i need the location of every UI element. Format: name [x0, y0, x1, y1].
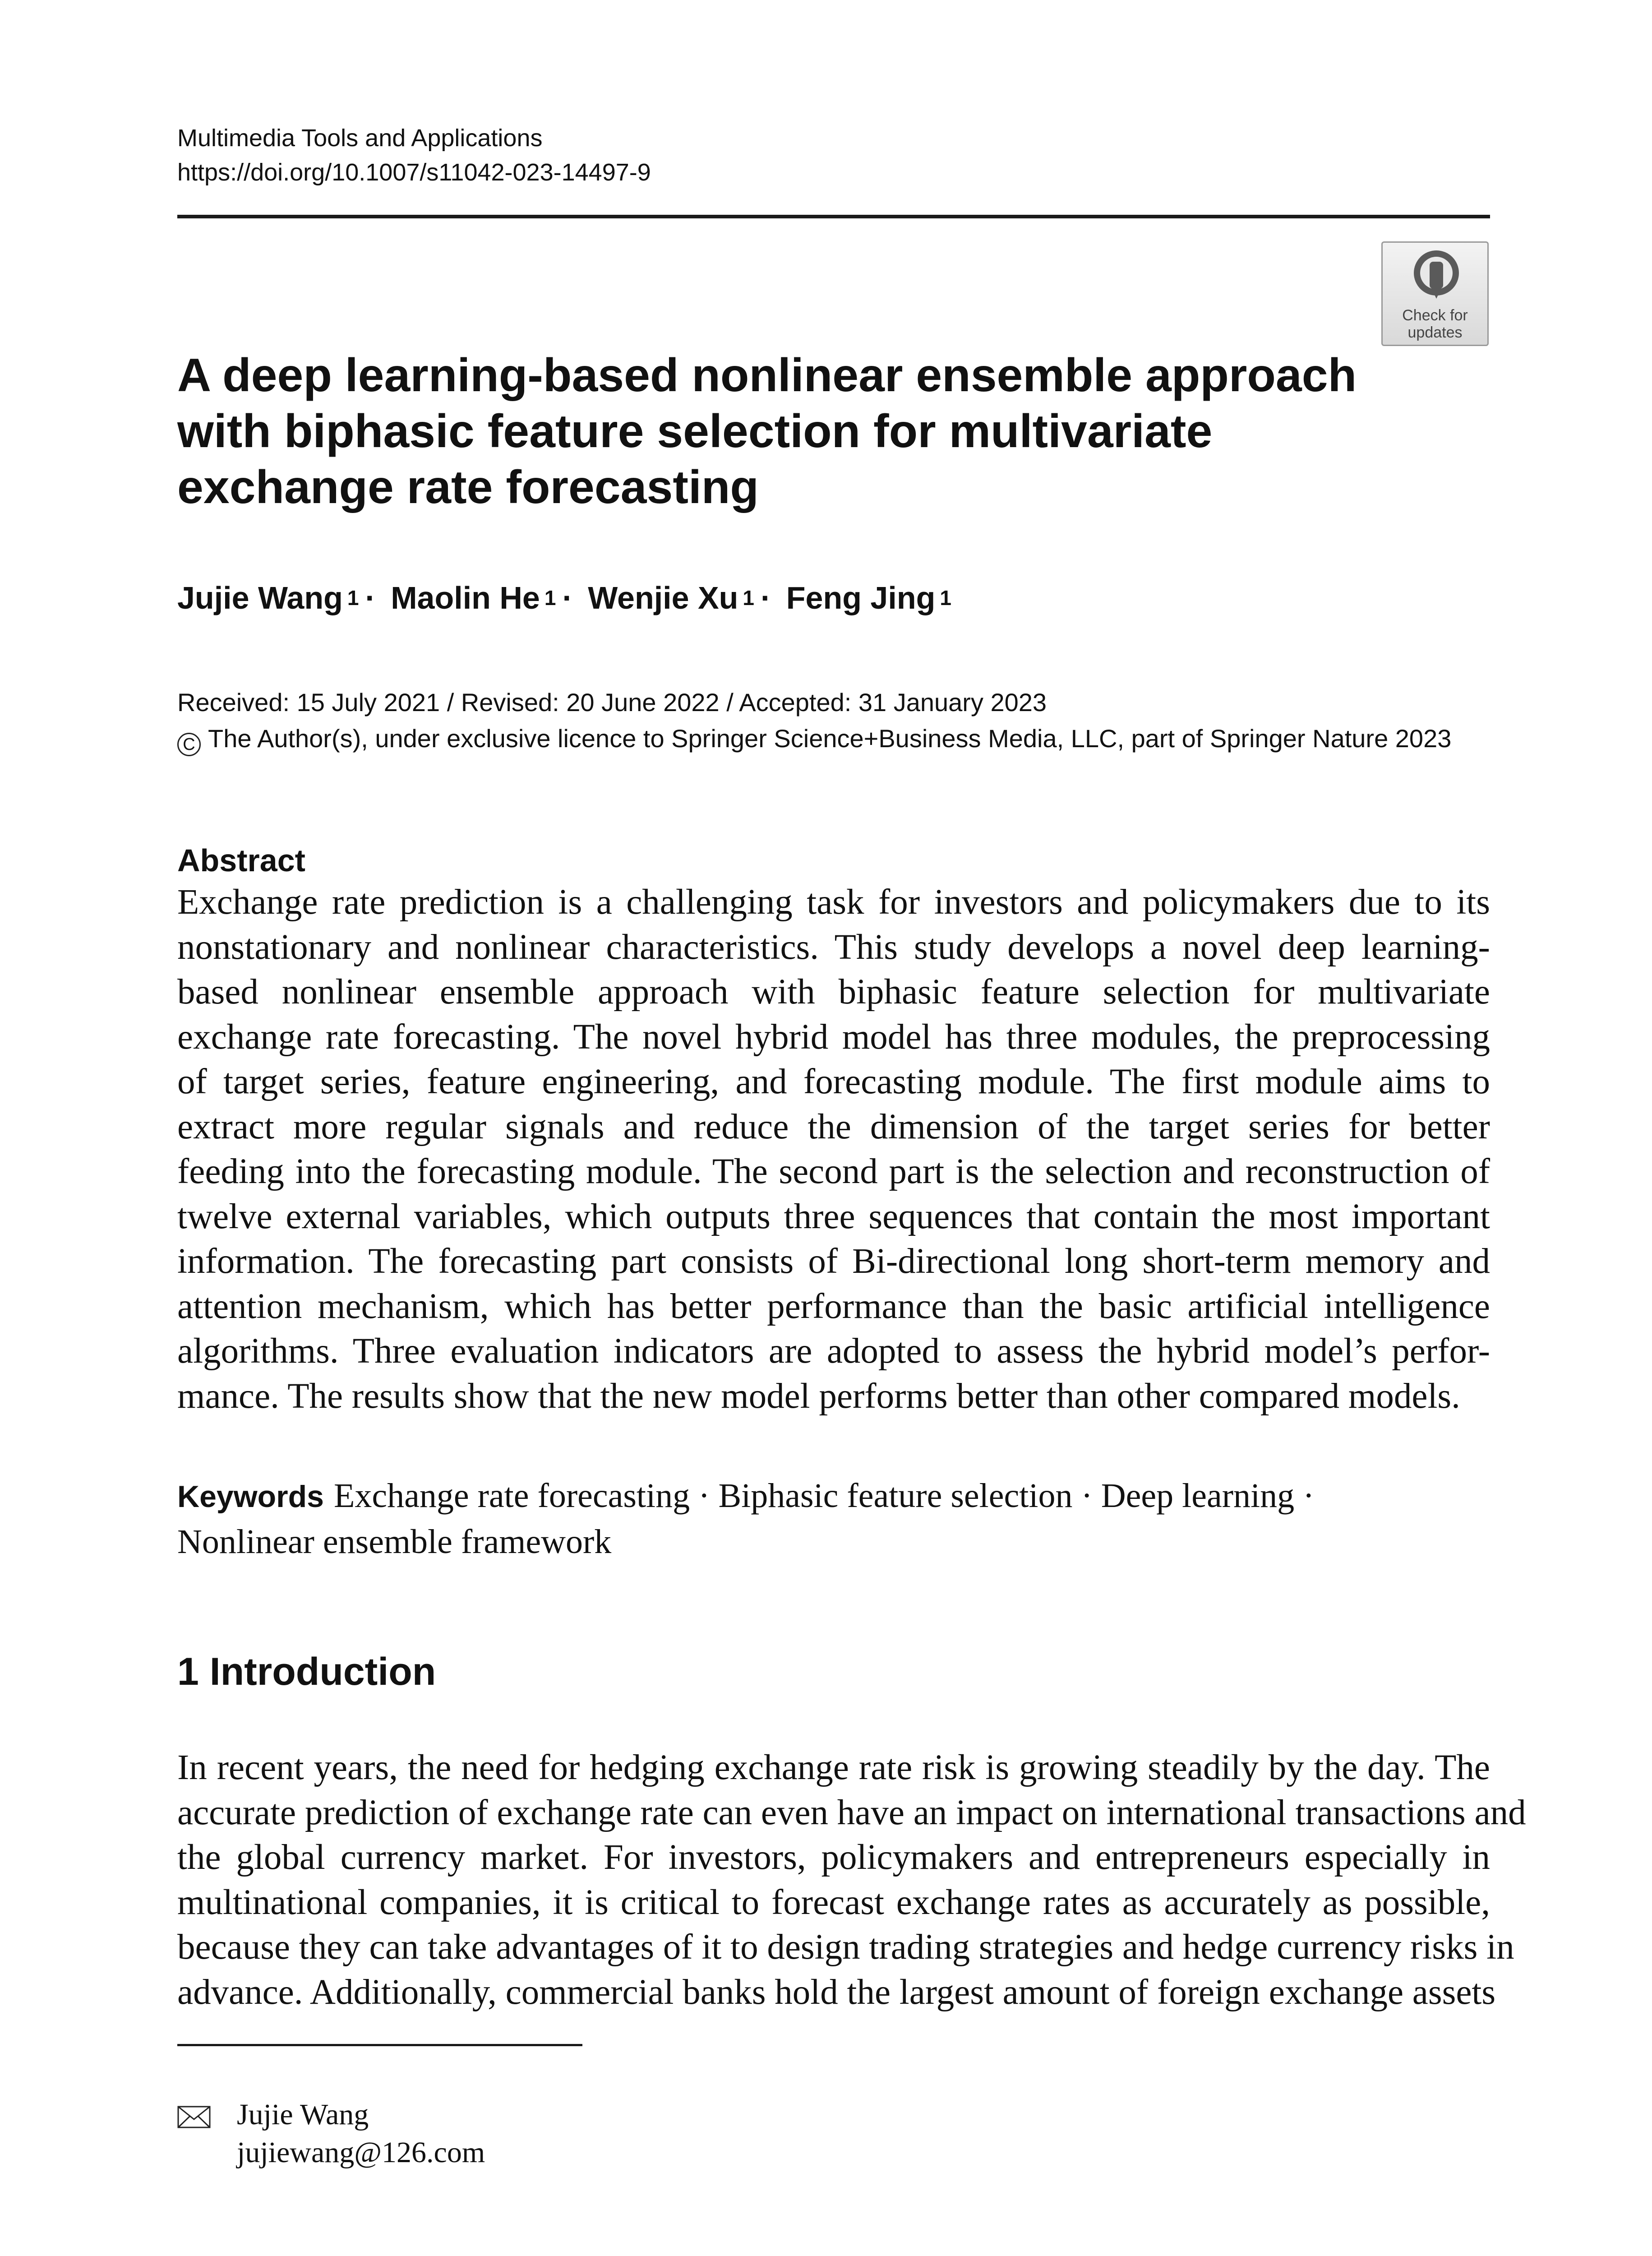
abstract-body	[177, 880, 1490, 1419]
author-list	[177, 578, 951, 622]
intro-line: In recent years, the need for hedging exchange rate risk is growing steadily by the day. The	[177, 1748, 1490, 1787]
title-line: with biphasic feature selection for multivariate	[177, 405, 1213, 458]
keywords-text: Exchange rate forecasting · Biphasic feature selection · Deep learning ·	[334, 1477, 1315, 1515]
author-name[interactable]: Maolin He	[391, 580, 540, 615]
author-separator: ·	[761, 580, 771, 615]
author-separator: ·	[562, 580, 573, 615]
check-for-updates-label: Check for updates	[1402, 307, 1468, 341]
intro-line: advance. Additionally, commercial banks hold the largest amount of foreign exchange assets	[177, 1972, 1496, 2012]
intro-line: because they can take advantages of it to design trading strategies and hedge currency risks in	[177, 1928, 1514, 1967]
title-line: A deep learning-based nonlinear ensemble approach	[177, 349, 1357, 402]
corresponding-author-email[interactable]: jujiewang@126.com	[237, 2136, 485, 2169]
doi-link[interactable]: https://doi.org/10.1007/s11042-023-14497-9	[177, 159, 651, 186]
author-separator: ·	[365, 580, 376, 615]
author-affiliation-mark: 1	[347, 586, 359, 610]
abstract-line: nonstationary and nonlinear characteristics. This study develops a novel deep learning-	[177, 927, 1490, 967]
abstract-line: feeding into the forecasting module. The second part is the selection and reconstruction of	[177, 1152, 1490, 1191]
abstract-line: based nonlinear ensemble approach with biphasic feature selection for multivariate	[177, 972, 1490, 1012]
intro-line: multinational companies, it is critical to forecast exchange rates as accurately as possible,	[177, 1882, 1490, 1922]
copyright-line	[177, 722, 1451, 756]
abstract-line: extract more regular signals and reduce the dimension of the target series for better	[177, 1107, 1490, 1146]
article-title	[177, 347, 1357, 515]
keywords-label: Keywords	[177, 1479, 324, 1514]
article-dates: Received: 15 July 2021 / Revised: 20 June 2022 / Accepted: 31 January 2023	[177, 688, 1047, 717]
title-line: exchange rate forecasting	[177, 461, 759, 513]
intro-line: accurate prediction of exchange rate can even have an impact on international transactions and	[177, 1793, 1526, 1832]
keywords-text: Nonlinear ensemble framework	[177, 1523, 612, 1561]
check-for-updates-badge[interactable]	[1381, 241, 1489, 346]
abstract-line: exchange rate forecasting. The novel hybrid model has three modules, the preprocessing	[177, 1017, 1490, 1057]
abstract-line: of target series, feature engineering, and forecasting module. The first module aims to	[177, 1062, 1490, 1101]
author-affiliation-mark: 1	[743, 586, 755, 610]
corresponding-author-name: Jujie Wang	[237, 2098, 369, 2131]
author-name[interactable]: Feng Jing	[786, 580, 936, 615]
abstract-line: Exchange rate prediction is a challenging task for investors and policymakers due to its	[177, 883, 1490, 922]
journal-name: Multimedia Tools and Applications	[177, 125, 543, 152]
author-affiliation-mark: 1	[544, 586, 556, 610]
section-heading-introduction: 1 Introduction	[177, 1650, 436, 1693]
copyright-text: The Author(s), under exclusive licence to Springer Science+Business Media, LLC, part of Springer Nature 2023	[208, 724, 1452, 753]
author-name[interactable]: Wenjie Xu	[588, 580, 738, 615]
abstract-heading: Abstract	[177, 843, 305, 878]
keywords-block	[177, 1473, 1490, 1564]
footnote-rule	[177, 2044, 582, 2046]
crossmark-icon	[1412, 248, 1461, 302]
header-rule	[177, 215, 1490, 218]
copyright-icon: C	[177, 733, 201, 756]
abstract-line: information. The forecasting part consists of Bi-directional long short-term memory and	[177, 1242, 1490, 1281]
abstract-line: algorithms. Three evaluation indicators are adopted to assess the hybrid model’s perfor-	[177, 1331, 1490, 1371]
abstract-line: attention mechanism, which has better performance than the basic artificial intelligence	[177, 1286, 1490, 1326]
intro-line: the global currency market. For investors, policymakers and entrepreneurs especially in	[177, 1838, 1490, 1877]
envelope-icon	[177, 2106, 211, 2128]
author-affiliation-mark: 1	[940, 586, 951, 610]
abstract-line: twelve external variables, which outputs three sequences that contain the most important	[177, 1197, 1490, 1236]
abstract-line: mance. The results show that the new model performs better than other compared models.	[177, 1376, 1460, 1416]
author-name[interactable]: Jujie Wang	[177, 580, 343, 615]
introduction-body	[177, 1745, 1526, 2015]
